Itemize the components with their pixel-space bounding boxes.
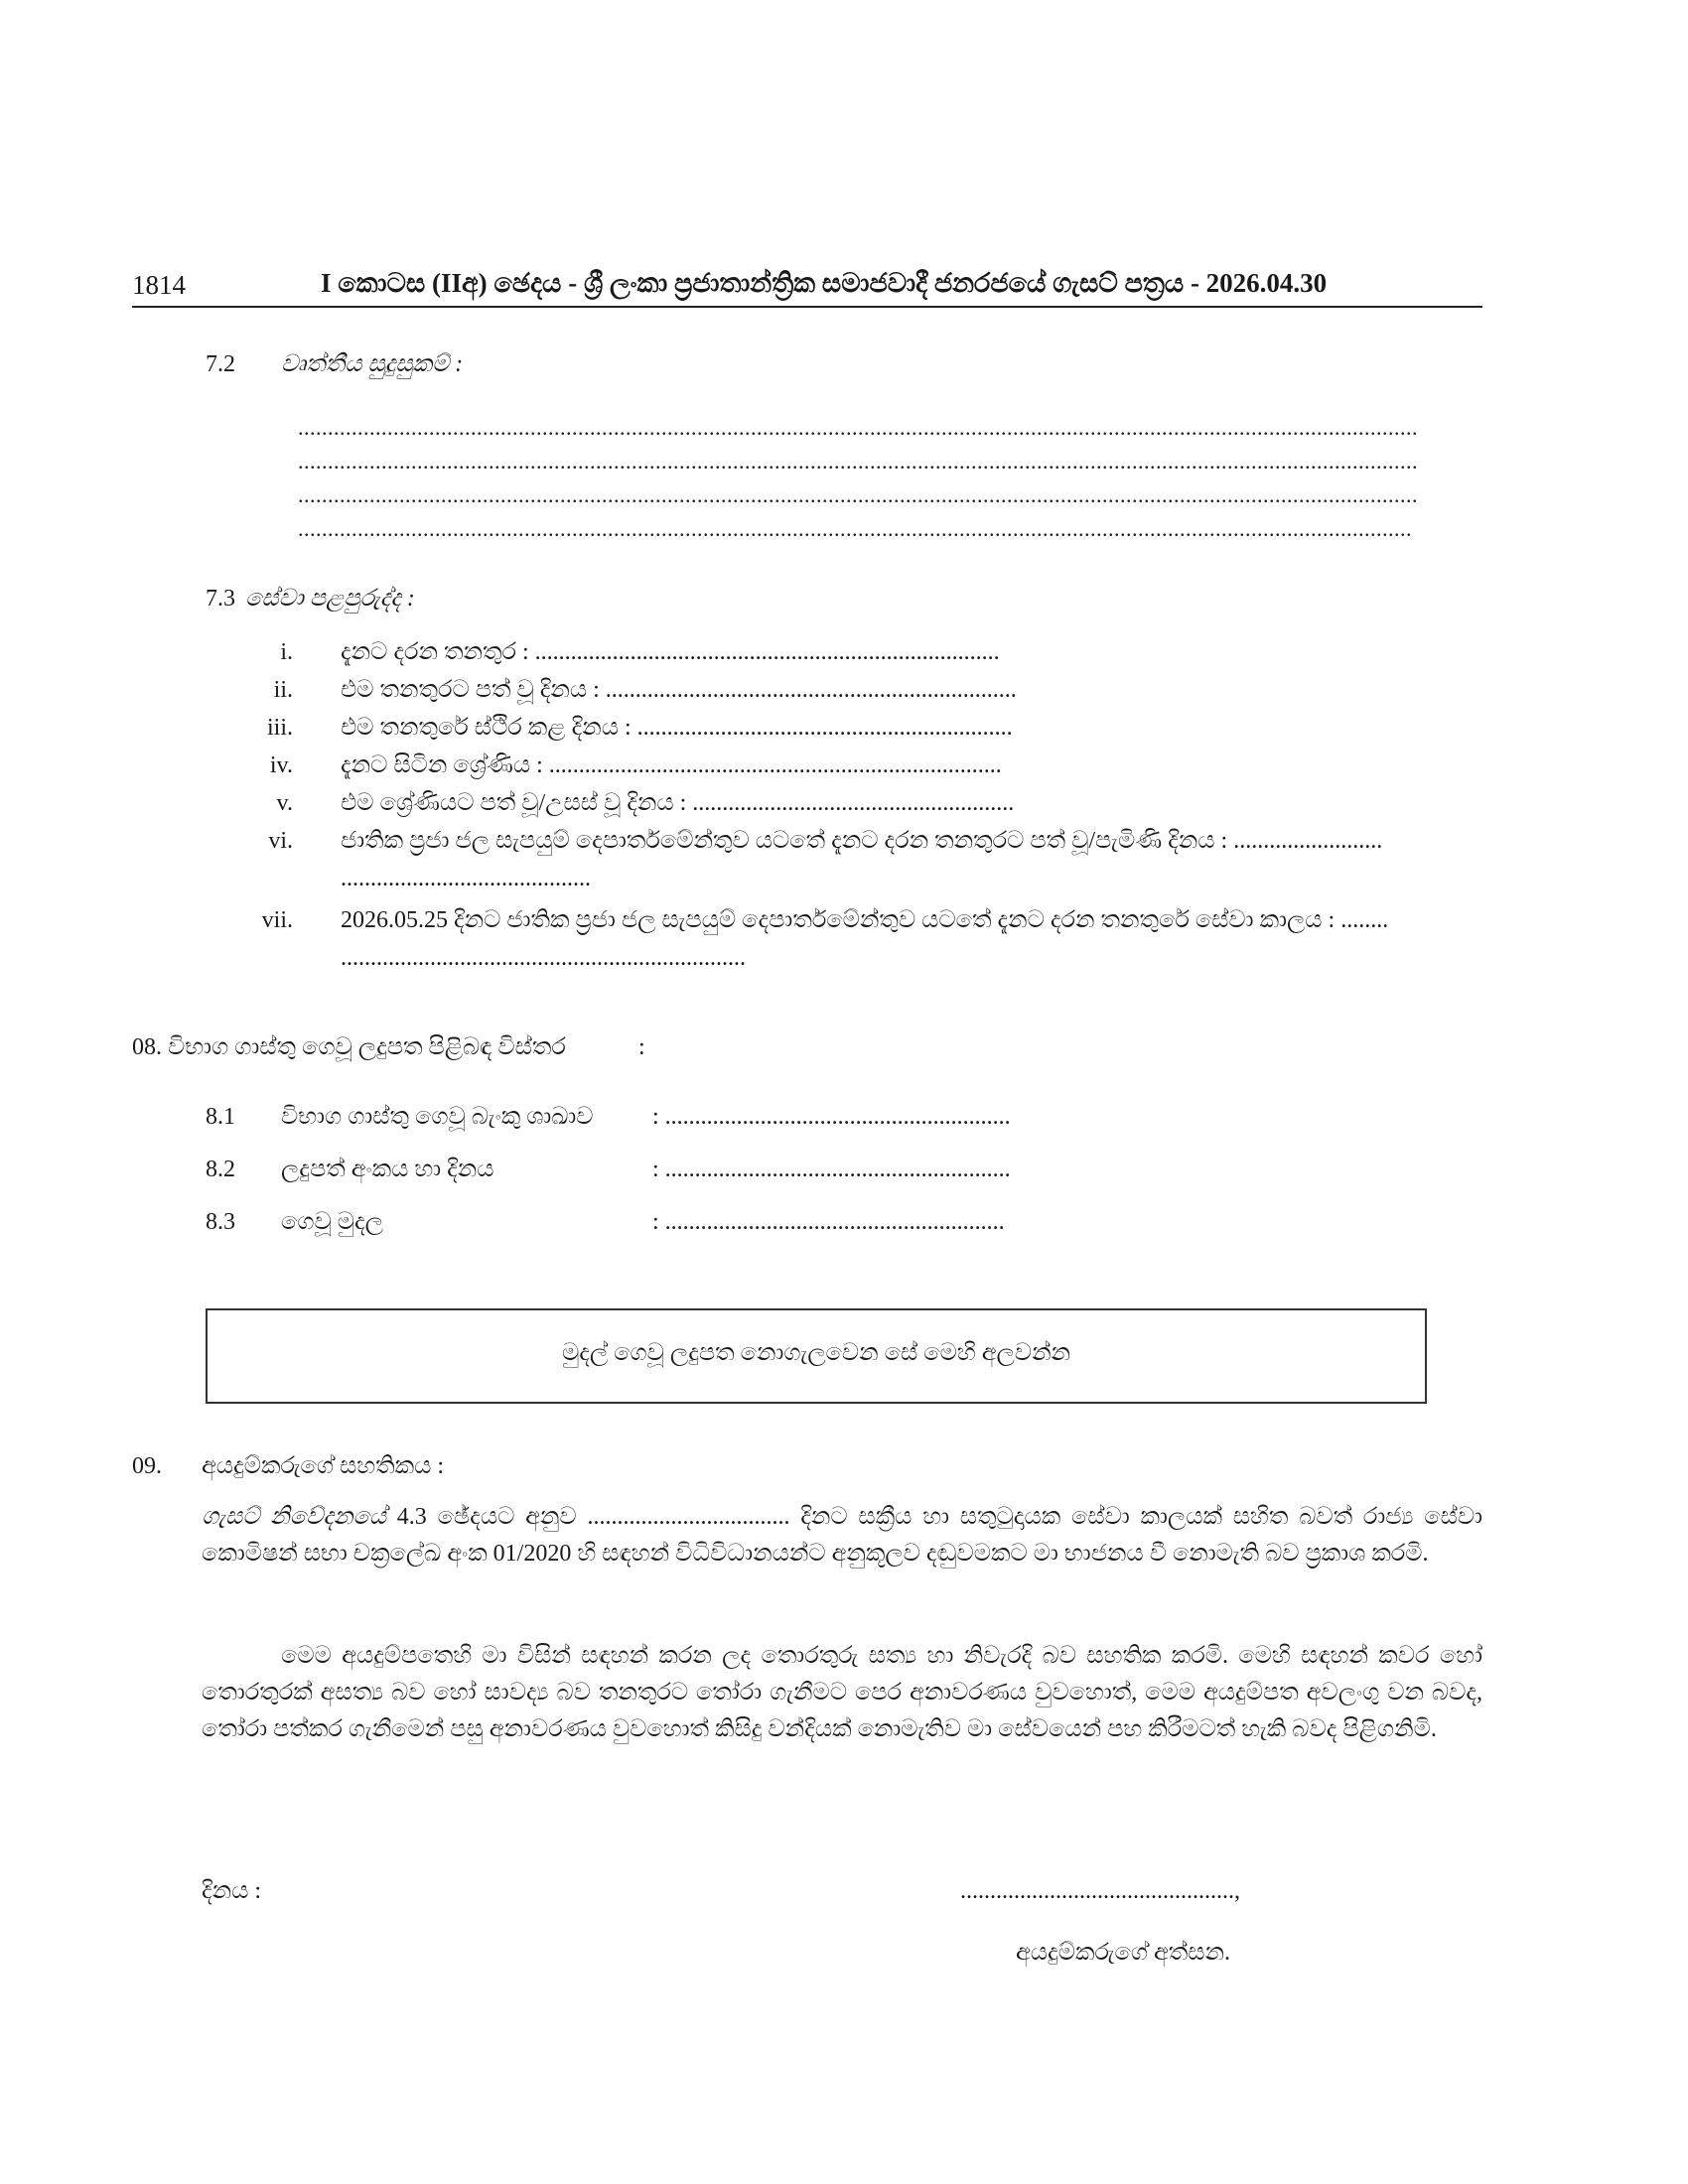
item-vi-number: vi. [268,828,293,854]
section-7-3-label: සේවා පළපුරුද්ද : [245,586,415,612]
item-8-3-number: 8.3 [206,1209,235,1235]
department-appointment-date-continuation[interactable]: .......................................... [341,866,591,891]
item-8-3-label: ගෙවූ මුදල [281,1209,383,1235]
declaration-paragraph-2: මෙම අයදුම්පතෙහි මා විසින් සඳහන් කරන ලද තොරතුරු සත්‍ය හා නිවැරදි බව සහතික කරමි. මෙහි සඳහන් කවර හෝ තොරතුරක් අසත්‍ය බව හෝ සාවද්‍ය බව තනතුරට තෝරා ගැනීමට පෙර අනාවරණය වුවහොත්, මෙම අයදුම්පත අවලංගු වන බවද, තෝරා පත්කර ගැනීමෙන් පසු අනාවරණය වුවහොත් කිසිදු වන්දියක් නොමැතිව මා සේවයෙන් පහ කිරීමටත් හැකි බවද පිළිගනිමි. [202,1643,1482,1742]
section-8-heading: 08. විභාග ගාස්තු ගෙවූ ලදුපත පිළිබඳ විස්තර [132,1034,566,1060]
receipt-number-date-field[interactable]: : .......................................................... [652,1157,1011,1182]
section-9-number: 09. [132,1453,162,1479]
section-7-2-label: වෘත්තීය සුදුසුකම් : [281,351,464,377]
grade-promotion-date-field[interactable]: එම ශ්‍රේණියට පත් වූ/උසස් වූ දිනය : ...................................................... [341,790,1015,816]
item-v-number: v. [276,790,293,816]
section-8-colon: : [638,1034,645,1060]
appointment-date-field[interactable]: එම තනතුරට පත් වූ දිනය : ..................................................................... [341,677,1017,703]
gazette-notice-phrase: ගැසට් නිවේදනයේ [202,1504,386,1530]
item-iv-number: iv. [269,752,293,778]
receipt-box-text: මුදල් ගෙවූ ලදුපත නොගැලවෙන සේ මෙහි අලවන්න [561,1340,1071,1366]
item-8-1-number: 8.1 [206,1104,235,1130]
signature-label: අයදුම්කරුගේ අත්සන. [1016,1940,1231,1966]
current-post-field[interactable]: දැනට දරන තනතුර : .............................................................................. [341,639,1000,665]
current-grade-field[interactable]: දැනට සිටින ශ්‍රේණිය : ............................................................................ [341,752,1002,778]
section-9-label: අයදුම්කරුගේ සහතිකය : [202,1453,445,1479]
amount-paid-field[interactable]: : ......................................................... [652,1209,1005,1235]
declaration-paragraph-1 [202,1499,1482,1572]
declaration-paragraph-1-text: 4.3 ඡේදයට අනුව .................................. දිනට සක්‍රීය හා සතුටුදායක සේවා කාලයක් සහිත බවත් රාජ්‍ය සේවා කොමිෂන් සභා චක්‍රලේඛ අංක 01/2020 හි සඳහන් විධිවිධානයන්ට අනුකූලව දඬුවමකට මා භාජනය වී නොමැති බව ප්‍රකාශ කරමි. [202,1504,1483,1567]
date-label: දිනය : [202,1878,262,1904]
page-number: 1814 [132,270,186,300]
item-vii-number: vii. [261,907,293,933]
service-period-continuation[interactable]: .................................................................... [341,945,746,971]
service-period-field[interactable]: 2026.05.25 දිනට ජාතික ප්‍රජා ජල සැපයුම් දෙපාර්තමේන්තුව යටතේ දැනට දරන තනතුරේ සේවා කාලය : ........ [341,907,1389,933]
item-8-1-label: විභාග ගාස්තු ගෙවූ බැංකු ශාඛාව [281,1104,594,1130]
department-appointment-date-field[interactable]: ජාතික ප්‍රජා ජල සැපයුම් දෙපාර්තමේන්තුව යටතේ දැනට දරන තනතුරට පත් වූ/පැමිණි දිනය : ......................... [341,828,1383,854]
signature-line[interactable]: .............................................., [960,1878,1240,1904]
qualification-line-2[interactable]: ............................................................................................................................................................................................ [298,449,1418,474]
gazette-header-title: I කොටස (IIඅ) ඡෙදය - ශ්‍රී ලංකා ප්‍රජාතාන්ත්‍රික සමාජවාදී ජනරජයේ ගැසට් පත්‍රය - 2026.04.30 [321,268,1328,298]
item-iii-number: iii. [266,715,293,741]
confirmation-date-field[interactable]: එම තනතුරේ ස්ථිර කළ දිනය : ............................................................... [341,715,1013,741]
section-7-3-number: 7.3 [206,586,235,612]
qualification-line-3[interactable]: ............................................................................................................................................................................................ [298,482,1418,507]
qualification-line-4[interactable]: ........................................................................................................................................................................................... [298,516,1412,541]
bank-branch-field[interactable]: : .......................................................... [652,1104,1011,1130]
section-7-2-number: 7.2 [206,351,235,377]
header-rule [132,306,1482,308]
item-i-number: i. [280,639,293,665]
receipt-paste-box[interactable] [206,1308,1427,1404]
item-8-2-number: 8.2 [206,1157,235,1182]
qualification-line-1[interactable]: ............................................................................................................................................................................................ [298,415,1418,440]
item-8-2-label: ලදුපත් අංකය හා දිනය [281,1157,494,1182]
item-ii-number: ii. [273,677,293,703]
